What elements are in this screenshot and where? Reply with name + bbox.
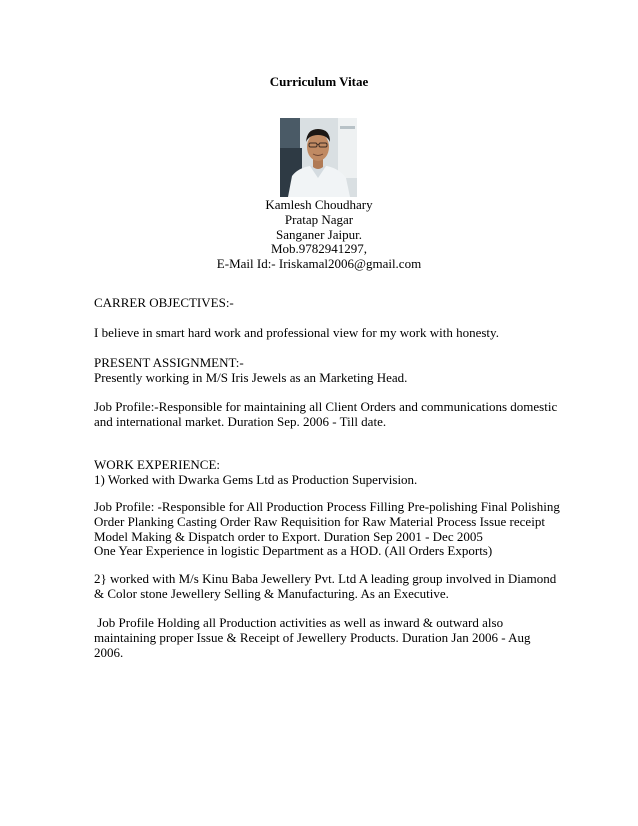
profile-photo bbox=[280, 118, 357, 197]
present-assignment-section bbox=[94, 356, 554, 386]
email-address: E-Mail Id:- Iriskamal2006@gmail.com bbox=[216, 256, 422, 272]
work-experience-profile-2: Job Profile Holding all Production activities as well as inward & outward also maintaining proper Issue & Receipt of Jewellery Products. Duration Jan 2006 - Aug 2006. bbox=[94, 615, 531, 660]
contact-block bbox=[0, 198, 638, 272]
candidate-name: Kamlesh Choudhary bbox=[265, 197, 373, 212]
work-experience-item-1: 1) Worked with Dwarka Gems Ltd as Production Supervision. bbox=[94, 471, 418, 487]
address-line-1: Pratap Nagar bbox=[284, 211, 354, 227]
career-objectives-text: I believe in smart hard work and professional view for my work with honesty. bbox=[94, 325, 499, 340]
document-title: Curriculum Vitae bbox=[269, 74, 369, 89]
work-experience-item-2: 2} worked with M/s Kinu Baba Jewellery Pvt. Ltd A leading group involved in Diamond & Color stone Jewellery Selling & Manufacturing. As an Executive. bbox=[94, 571, 557, 601]
address-line-2: Sanganer Jaipur. bbox=[276, 226, 362, 242]
present-assignment-line: Presently working in M/S Iris Jewels as an Marketing Head. bbox=[94, 369, 408, 385]
work-experience-section bbox=[94, 458, 554, 488]
present-assignment-heading: PRESENT ASSIGNMENT:- bbox=[94, 355, 244, 370]
work-experience-heading: WORK EXPERIENCE: bbox=[94, 457, 221, 472]
profile-photo-image bbox=[280, 118, 357, 197]
present-job-profile: Job Profile:-Responsible for maintaining all Client Orders and communications domestic and international market. Duration Sep. 2006 - Till date. bbox=[94, 399, 558, 429]
career-objectives-heading: CARRER OBJECTIVES:- bbox=[94, 295, 234, 310]
work-experience-profile-1: Job Profile: -Responsible for All Production Process Filling Pre-polishing Final Polishing Order Planking Casting Order Raw Requisition for Raw Material Process Issue receipt Model Making & Dispatch order to Export. Duration Sep 2001 - Dec 2005 One Year Experience in logistic Department as a HOD. (All Orders Exports) bbox=[94, 499, 560, 559]
mobile-number: Mob.9782941297, bbox=[270, 241, 368, 257]
